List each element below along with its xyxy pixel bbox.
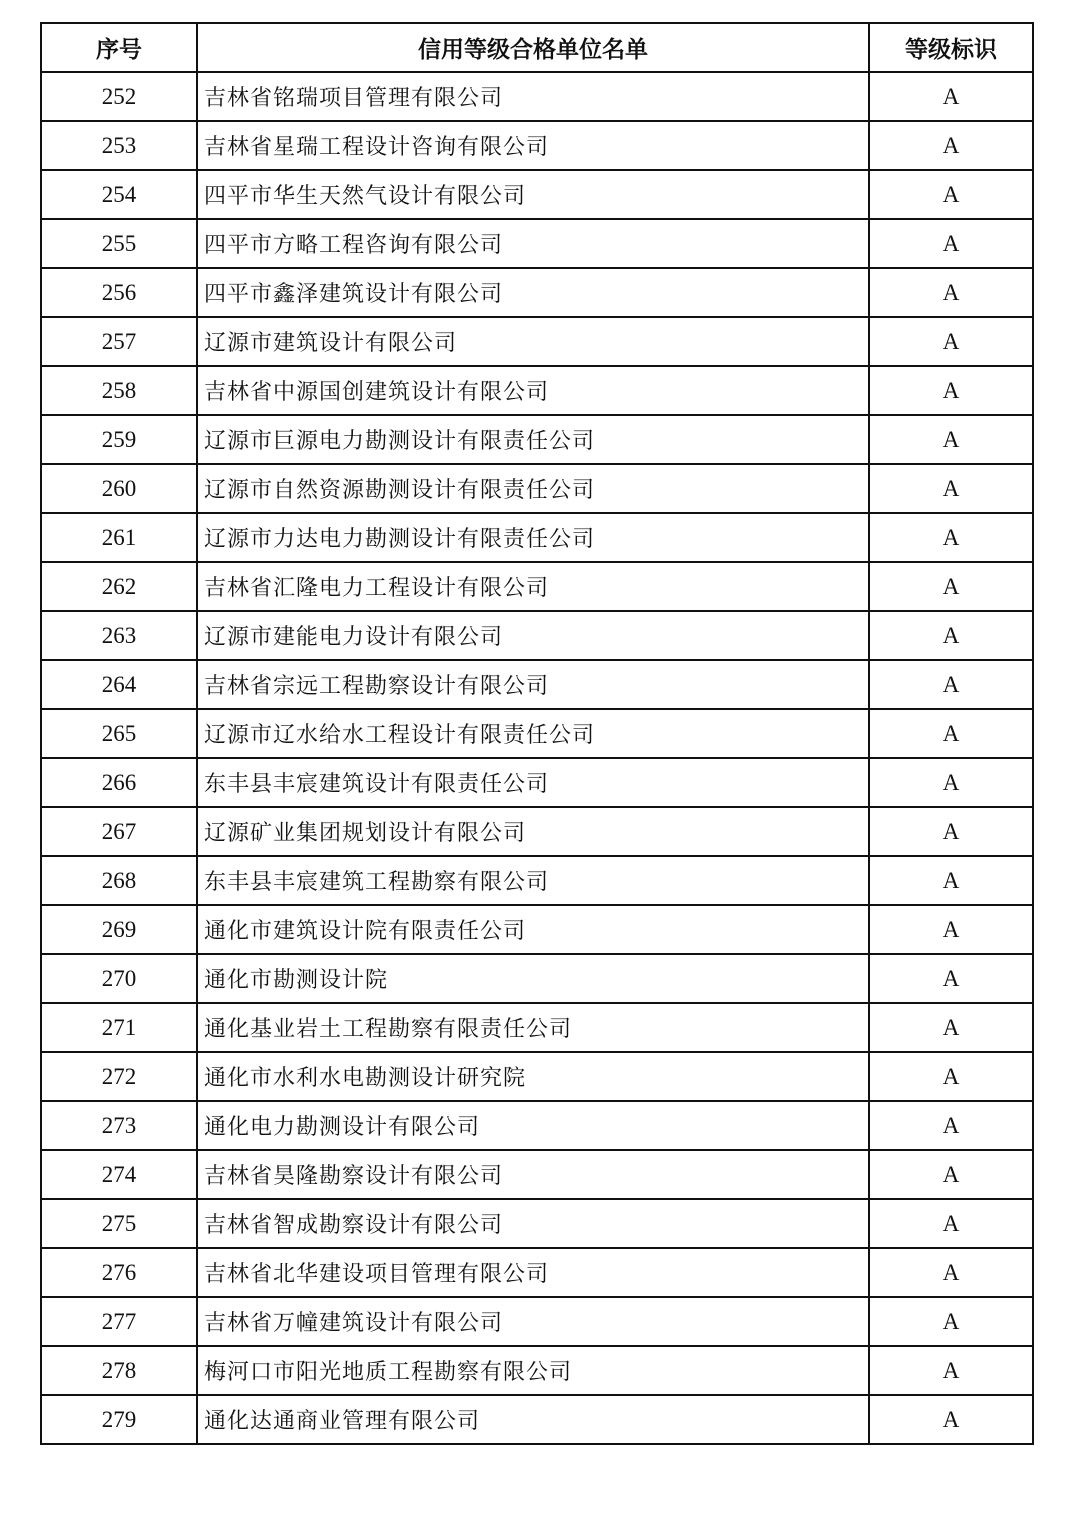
cell-serial-number: 270 (41, 954, 197, 1003)
cell-grade: A (869, 1395, 1033, 1444)
cell-serial-number: 268 (41, 856, 197, 905)
table-row (41, 72, 1033, 121)
cell-grade: A (869, 366, 1033, 415)
cell-grade: A (869, 562, 1033, 611)
cell-serial-number: 279 (41, 1395, 197, 1444)
table-row (41, 1003, 1033, 1052)
cell-grade: A (869, 709, 1033, 758)
cell-serial-number: 262 (41, 562, 197, 611)
cell-grade: A (869, 1003, 1033, 1052)
cell-unit-name: 吉林省宗远工程勘察设计有限公司 (197, 660, 869, 709)
table-row (41, 1248, 1033, 1297)
cell-grade: A (869, 1052, 1033, 1101)
cell-unit-name: 东丰县丰宸建筑设计有限责任公司 (197, 758, 869, 807)
table-row (41, 758, 1033, 807)
cell-grade: A (869, 1150, 1033, 1199)
cell-grade: A (869, 268, 1033, 317)
table-row (41, 1199, 1033, 1248)
credit-list-table-container (40, 22, 1032, 1445)
cell-grade: A (869, 905, 1033, 954)
cell-grade: A (869, 415, 1033, 464)
cell-grade: A (869, 1199, 1033, 1248)
cell-grade: A (869, 758, 1033, 807)
cell-unit-name: 通化市建筑设计院有限责任公司 (197, 905, 869, 954)
table-row (41, 660, 1033, 709)
header-grade: 等级标识 (869, 23, 1033, 72)
cell-grade: A (869, 219, 1033, 268)
table-row (41, 954, 1033, 1003)
table-row (41, 1346, 1033, 1395)
cell-grade: A (869, 72, 1033, 121)
cell-serial-number: 278 (41, 1346, 197, 1395)
table-header (41, 23, 1033, 72)
cell-serial-number: 277 (41, 1297, 197, 1346)
cell-serial-number: 265 (41, 709, 197, 758)
cell-serial-number: 258 (41, 366, 197, 415)
cell-serial-number: 261 (41, 513, 197, 562)
cell-grade: A (869, 1297, 1033, 1346)
table-row (41, 856, 1033, 905)
cell-grade: A (869, 513, 1033, 562)
cell-unit-name: 通化达通商业管理有限公司 (197, 1395, 869, 1444)
cell-serial-number: 257 (41, 317, 197, 366)
cell-unit-name: 辽源市力达电力勘测设计有限责任公司 (197, 513, 869, 562)
table-row (41, 121, 1033, 170)
table-body (41, 72, 1033, 1444)
table-row (41, 905, 1033, 954)
cell-unit-name: 吉林省星瑞工程设计咨询有限公司 (197, 121, 869, 170)
table-row (41, 170, 1033, 219)
table-row (41, 611, 1033, 660)
cell-serial-number: 272 (41, 1052, 197, 1101)
cell-serial-number: 255 (41, 219, 197, 268)
table-row (41, 268, 1033, 317)
table-row (41, 807, 1033, 856)
table-row (41, 464, 1033, 513)
header-unit-name: 信用等级合格单位名单 (197, 23, 869, 72)
cell-unit-name: 吉林省万幢建筑设计有限公司 (197, 1297, 869, 1346)
cell-unit-name: 吉林省中源国创建筑设计有限公司 (197, 366, 869, 415)
cell-serial-number: 275 (41, 1199, 197, 1248)
cell-unit-name: 吉林省智成勘察设计有限公司 (197, 1199, 869, 1248)
cell-unit-name: 东丰县丰宸建筑工程勘察有限公司 (197, 856, 869, 905)
table-row (41, 415, 1033, 464)
cell-serial-number: 266 (41, 758, 197, 807)
cell-grade: A (869, 317, 1033, 366)
cell-grade: A (869, 121, 1033, 170)
table-row (41, 1297, 1033, 1346)
table-row (41, 513, 1033, 562)
cell-unit-name: 辽源市建能电力设计有限公司 (197, 611, 869, 660)
cell-serial-number: 273 (41, 1101, 197, 1150)
credit-list-table (40, 22, 1034, 1445)
table-row (41, 1052, 1033, 1101)
cell-serial-number: 269 (41, 905, 197, 954)
cell-grade: A (869, 807, 1033, 856)
cell-unit-name: 辽源市建筑设计有限公司 (197, 317, 869, 366)
cell-unit-name: 通化电力勘测设计有限公司 (197, 1101, 869, 1150)
cell-grade: A (869, 660, 1033, 709)
table-row (41, 709, 1033, 758)
cell-unit-name: 通化市水利水电勘测设计研究院 (197, 1052, 869, 1101)
table-row (41, 317, 1033, 366)
cell-unit-name: 辽源市辽水给水工程设计有限责任公司 (197, 709, 869, 758)
cell-grade: A (869, 464, 1033, 513)
cell-grade: A (869, 611, 1033, 660)
cell-unit-name: 吉林省铭瑞项目管理有限公司 (197, 72, 869, 121)
cell-serial-number: 271 (41, 1003, 197, 1052)
table-row (41, 366, 1033, 415)
cell-grade: A (869, 1101, 1033, 1150)
cell-unit-name: 通化基业岩土工程勘察有限责任公司 (197, 1003, 869, 1052)
cell-grade: A (869, 1346, 1033, 1395)
cell-unit-name: 吉林省汇隆电力工程设计有限公司 (197, 562, 869, 611)
cell-unit-name: 辽源市巨源电力勘测设计有限责任公司 (197, 415, 869, 464)
table-row (41, 562, 1033, 611)
cell-grade: A (869, 170, 1033, 219)
cell-serial-number: 274 (41, 1150, 197, 1199)
header-row (41, 23, 1033, 72)
cell-serial-number: 252 (41, 72, 197, 121)
cell-unit-name: 辽源矿业集团规划设计有限公司 (197, 807, 869, 856)
cell-serial-number: 254 (41, 170, 197, 219)
cell-serial-number: 253 (41, 121, 197, 170)
cell-unit-name: 四平市华生天然气设计有限公司 (197, 170, 869, 219)
cell-unit-name: 通化市勘测设计院 (197, 954, 869, 1003)
table-row (41, 1150, 1033, 1199)
cell-serial-number: 259 (41, 415, 197, 464)
header-serial-number: 序号 (41, 23, 197, 72)
cell-unit-name: 梅河口市阳光地质工程勘察有限公司 (197, 1346, 869, 1395)
cell-unit-name: 吉林省北华建设项目管理有限公司 (197, 1248, 869, 1297)
cell-serial-number: 256 (41, 268, 197, 317)
cell-serial-number: 260 (41, 464, 197, 513)
cell-unit-name: 四平市方略工程咨询有限公司 (197, 219, 869, 268)
cell-unit-name: 辽源市自然资源勘测设计有限责任公司 (197, 464, 869, 513)
cell-unit-name: 四平市鑫泽建筑设计有限公司 (197, 268, 869, 317)
table-row (41, 219, 1033, 268)
cell-grade: A (869, 1248, 1033, 1297)
cell-grade: A (869, 954, 1033, 1003)
cell-grade: A (869, 856, 1033, 905)
cell-serial-number: 276 (41, 1248, 197, 1297)
cell-serial-number: 267 (41, 807, 197, 856)
cell-serial-number: 263 (41, 611, 197, 660)
cell-serial-number: 264 (41, 660, 197, 709)
table-row (41, 1395, 1033, 1444)
cell-unit-name: 吉林省昊隆勘察设计有限公司 (197, 1150, 869, 1199)
table-row (41, 1101, 1033, 1150)
